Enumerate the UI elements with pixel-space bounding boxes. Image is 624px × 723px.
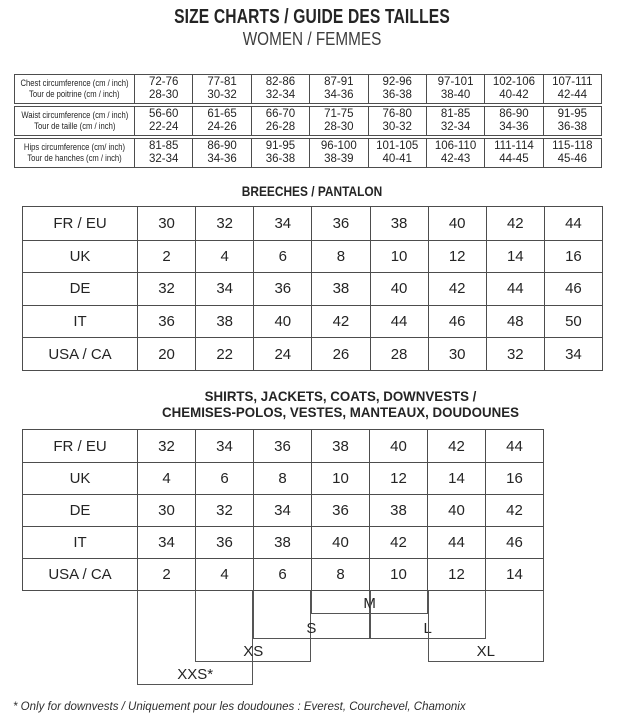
size-value-cell: 4 [137,462,195,494]
size-value-cell: 46 [485,526,543,558]
measurement-label-en: Hips circumference (cm/ inch) [23,142,126,152]
measurement-inch-value: 30-32 [382,121,412,133]
row-label-cell: USA / CA [23,337,137,370]
row-label-cell: FR / EU [53,437,107,455]
measurement-inch-value: 32-34 [265,89,296,101]
size-value-cell: 40 [428,207,486,240]
measurement-inch-value: 36-38 [557,121,588,133]
measurement-cm-value: 81-85 [148,140,179,152]
size-value-cell: 8 [311,240,369,273]
size-value-cell: 34 [195,430,253,462]
size-value-cell: 8 [253,462,311,494]
row-label-cell: IT [23,526,137,558]
size-value-cell: 2 [137,240,195,273]
size-bracket-label: M [363,595,376,612]
measurement-inch-value: 38-40 [440,89,471,101]
size-value-cell: 14 [427,462,485,494]
size-value-cell: 44 [427,526,485,558]
size-value-cell: 32 [486,337,544,370]
size-value-cell: 30 [137,207,195,240]
size-bracket-label: XXS* [177,666,214,683]
size-value-cell: 44 [485,430,543,462]
size-value-cell: 40 [369,430,427,462]
measurement-inch-value: 26-28 [265,121,296,133]
size-value-cell: 48 [486,305,544,338]
measurement-cm-value: 91-95 [265,140,296,152]
size-value-cell: 10 [369,558,427,590]
measurement-cm-value: 107-111 [552,76,593,88]
footnote: * Only for downvests / Uniquement pour les doudounes : Everest, Courchevel, Chamonix [13,701,466,713]
measurement-cm-value: 86-90 [499,108,529,120]
measurement-cm-value: 71-75 [324,108,354,120]
measurement-label-en: Chest circumference (cm / inch) [20,78,129,88]
measurement-inch-value: 36-38 [382,89,412,101]
size-bracket-label: XL [476,643,496,660]
size-value-cell: 36 [311,207,369,240]
size-bracket-label: S [306,620,317,637]
row-label-cell: UK [23,462,137,494]
size-value-cell: 6 [253,558,311,590]
size-value-cell: 14 [485,558,543,590]
measurement-inch-value: 30-32 [207,89,237,101]
measurement-cm-value: 96-100 [320,140,357,152]
size-value-cell: 40 [311,526,369,558]
size-value-cell: 38 [311,430,369,462]
size-value-cell: 44 [544,207,602,240]
size-value-cell: 26 [311,337,369,370]
measurement-inch-value: 32-34 [440,121,471,133]
size-value-cell: 50 [544,305,602,338]
measurement-inch-value: 40-41 [382,153,412,165]
size-value-cell: 42 [485,494,543,526]
size-value-cell: 28 [370,337,428,370]
size-value-cell: 36 [253,430,311,462]
row-label-cell: FR / EU [53,214,107,232]
row-label-cell: DE [23,272,137,305]
size-value-cell: 20 [137,337,195,370]
measurement-inch-value: 44-45 [499,153,529,165]
measurement-cm-value: 101-105 [376,140,419,152]
measurement-inch-value: 34-36 [324,89,354,101]
page-title: SIZE CHARTS / GUIDE DES TAILLES [174,6,450,28]
measurement-label-en: Waist circumference (cm / inch) [21,110,128,120]
size-value-cell: 24 [253,337,311,370]
measurement-inch-value: 28-30 [324,121,354,133]
size-value-cell: 12 [428,240,486,273]
size-value-cell: 2 [137,558,195,590]
size-value-cell: 36 [253,272,311,305]
size-value-cell: 46 [544,272,602,305]
measurement-inch-value: 42-43 [440,153,471,165]
size-value-cell: 46 [428,305,486,338]
size-value-cell: 30 [137,494,195,526]
size-value-cell: 14 [486,240,544,273]
measurement-inch-value: 38-39 [324,153,354,165]
size-value-cell: 6 [253,240,311,273]
measurement-cm-value: 66-70 [265,108,296,120]
size-value-cell: 34 [195,272,253,305]
shirts-heading-line1: SHIRTS, JACKETS, COATS, DOWNVESTS / [204,388,477,404]
measurement-cm-value: 91-95 [557,108,588,120]
size-value-cell: 10 [311,462,369,494]
row-label-cell: IT [23,305,137,338]
size-value-cell: 4 [195,558,253,590]
shirts-heading-line2: CHEMISES-POLOS, VESTES, MANTEAUX, DOUDOUNES [162,404,519,420]
measurement-inch-value: 45-46 [557,153,588,165]
measurement-inch-value: 28-30 [148,89,179,101]
measurement-cm-value: 111-114 [494,140,534,152]
size-value-cell: 42 [369,526,427,558]
measurement-inch-value: 32-34 [148,153,179,165]
size-value-cell: 34 [544,337,602,370]
size-value-cell: 12 [427,558,485,590]
size-value-cell: 8 [311,558,369,590]
measurement-cm-value: 102-106 [492,76,536,88]
size-value-cell: 38 [195,305,253,338]
measurement-inch-value: 40-42 [499,89,529,101]
row-label-cell: UK [23,240,137,273]
size-value-cell: 12 [369,462,427,494]
page-subtitle: WOMEN / FEMMES [242,29,382,49]
measurement-cm-value: 77-81 [207,76,237,88]
row-label-cell: DE [23,494,137,526]
measurement-cm-value: 106-110 [434,140,477,152]
measurement-cm-value: 115-118 [552,140,593,152]
size-value-cell: 38 [311,272,369,305]
measurement-cm-value: 86-90 [207,140,237,152]
measurement-label-fr: Tour de poitrine (cm / inch) [29,89,120,99]
size-value-cell: 34 [137,526,195,558]
size-bracket-label: XS [243,643,264,660]
size-value-cell: 40 [427,494,485,526]
size-value-cell: 38 [253,526,311,558]
measurement-cm-value: 56-60 [148,108,179,120]
size-value-cell: 40 [253,305,311,338]
size-value-cell: 38 [370,207,428,240]
size-value-cell: 42 [428,272,486,305]
measurement-label-fr: Tour de taille (cm / inch) [33,121,116,131]
size-value-cell: 44 [370,305,428,338]
measurement-inch-value: 22-24 [148,121,179,133]
size-value-cell: 32 [137,430,195,462]
measurement-cm-value: 76-80 [382,108,412,120]
size-value-cell: 30 [428,337,486,370]
row-label-cell: USA / CA [23,558,137,590]
measurement-cm-value: 72-76 [148,76,179,88]
size-value-cell: 16 [485,462,543,494]
measurement-cm-value: 81-85 [440,108,471,120]
measurement-inch-value: 34-36 [207,153,237,165]
breeches-heading: BREECHES / PANTALON [241,183,383,199]
measurement-cm-value: 61-65 [207,108,237,120]
size-bracket-xl [428,591,544,662]
measurement-cm-value: 97-101 [437,76,474,88]
measurement-label-fr: Tour de hanches (cm / inch) [27,153,122,163]
measurement-cm-value: 92-96 [382,76,412,88]
size-value-cell: 38 [369,494,427,526]
size-value-cell: 42 [311,305,369,338]
size-value-cell: 32 [137,272,195,305]
measurement-inch-value: 24-26 [207,121,237,133]
measurement-inch-value: 42-44 [557,89,588,101]
size-value-cell: 40 [370,272,428,305]
size-value-cell: 6 [195,462,253,494]
size-value-cell: 44 [486,272,544,305]
size-value-cell: 42 [427,430,485,462]
measurement-inch-value: 36-38 [265,153,296,165]
size-value-cell: 34 [253,207,311,240]
measurement-cm-value: 82-86 [265,76,296,88]
size-value-cell: 34 [253,494,311,526]
size-value-cell: 22 [195,337,253,370]
size-value-cell: 10 [370,240,428,273]
size-value-cell: 36 [137,305,195,338]
size-value-cell: 36 [311,494,369,526]
size-value-cell: 32 [195,207,253,240]
size-value-cell: 42 [486,207,544,240]
size-bracket-label: L [423,620,432,637]
size-value-cell: 16 [544,240,602,273]
size-value-cell: 4 [195,240,253,273]
size-value-cell: 32 [195,494,253,526]
measurement-cm-value: 87-91 [324,76,354,88]
measurement-inch-value: 34-36 [499,121,529,133]
size-value-cell: 36 [195,526,253,558]
